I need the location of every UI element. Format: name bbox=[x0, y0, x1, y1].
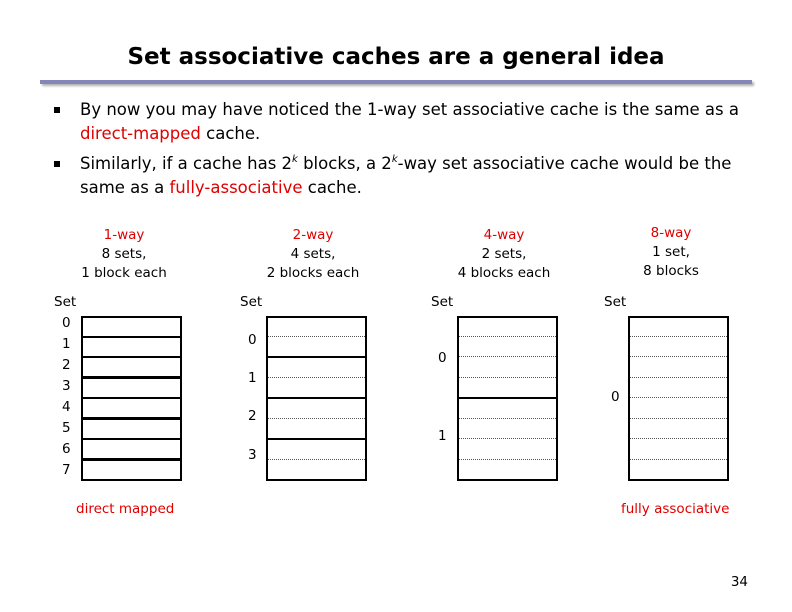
caption-sets: 2 sets, bbox=[481, 246, 527, 262]
block-divider bbox=[268, 459, 365, 460]
bullet-2-highlight: fully-associative bbox=[169, 178, 303, 197]
set-divider bbox=[268, 438, 365, 440]
block-divider bbox=[630, 356, 727, 357]
bullet-2-text-b: blocks, a 2 bbox=[297, 154, 392, 173]
cache-block bbox=[81, 377, 182, 399]
cache-block bbox=[81, 316, 182, 338]
set-label: 1 bbox=[62, 336, 71, 352]
caption-2-way bbox=[250, 226, 376, 283]
square-bullet-icon bbox=[54, 107, 60, 113]
caption-blocks: 4 blocks each bbox=[457, 265, 551, 281]
set-label: 1 bbox=[438, 428, 447, 444]
cache-2-way bbox=[266, 316, 367, 481]
set-header-8-way: Set bbox=[604, 294, 627, 310]
caption-way-label: 4-way bbox=[483, 227, 525, 243]
bullet-2-superscript-2: k bbox=[391, 154, 398, 165]
cache-block bbox=[81, 418, 182, 440]
set-label: 4 bbox=[62, 399, 71, 415]
set-label: 7 bbox=[62, 462, 71, 478]
set-divider bbox=[268, 397, 365, 399]
block-divider bbox=[630, 438, 727, 439]
cache-block bbox=[81, 459, 182, 481]
block-divider bbox=[459, 438, 556, 439]
caption-way-label: 8-way bbox=[650, 225, 692, 241]
block-divider bbox=[268, 377, 365, 378]
block-divider bbox=[459, 459, 556, 460]
set-label: 0 bbox=[611, 389, 620, 405]
cache-block bbox=[81, 336, 182, 358]
bullet-text-1 bbox=[80, 98, 760, 146]
block-divider bbox=[268, 418, 365, 419]
set-header-4-way: Set bbox=[431, 294, 454, 310]
caption-1-way bbox=[64, 226, 184, 283]
set-header-1-way: Set bbox=[54, 294, 77, 310]
caption-way-label: 2-way bbox=[292, 227, 334, 243]
caption-way-label: 1-way bbox=[103, 227, 145, 243]
set-divider bbox=[459, 397, 556, 399]
set-label: 5 bbox=[62, 420, 71, 436]
set-label: 3 bbox=[248, 447, 257, 463]
caption-blocks: 1 block each bbox=[81, 265, 167, 281]
set-label: 3 bbox=[62, 378, 71, 394]
set-label: 2 bbox=[62, 357, 71, 373]
bullet-1-text-a: By now you may have noticed the 1-way set associative cache is the same as a bbox=[80, 100, 739, 119]
label-direct-mapped: direct mapped bbox=[76, 501, 175, 517]
square-bullet-icon bbox=[54, 161, 60, 167]
bullet-2-text-a: Similarly, if a cache has 2 bbox=[80, 154, 293, 173]
block-divider bbox=[459, 356, 556, 357]
block-divider bbox=[630, 377, 727, 378]
label-fully-associative: fully associative bbox=[621, 501, 730, 517]
block-divider bbox=[268, 336, 365, 337]
block-divider bbox=[630, 397, 727, 398]
set-divider bbox=[268, 356, 365, 358]
cache-4-way bbox=[457, 316, 558, 481]
block-divider bbox=[630, 418, 727, 419]
title-divider bbox=[40, 80, 752, 84]
slide-title: Set associative caches are a general idea bbox=[127, 44, 665, 70]
cache-block bbox=[81, 356, 182, 378]
caption-sets: 4 sets, bbox=[290, 246, 336, 262]
caption-blocks: 8 blocks bbox=[643, 263, 699, 279]
cache-8-way bbox=[628, 316, 729, 481]
set-header-2-way: Set bbox=[240, 294, 263, 310]
caption-4-way bbox=[441, 226, 567, 283]
block-divider bbox=[630, 336, 727, 337]
block-divider bbox=[459, 377, 556, 378]
bullet-1-text-b: cache. bbox=[200, 124, 261, 143]
caption-sets: 8 sets, bbox=[101, 246, 147, 262]
cache-block bbox=[81, 438, 182, 460]
set-label: 1 bbox=[248, 370, 257, 386]
set-label: 6 bbox=[62, 441, 71, 457]
cache-block bbox=[81, 397, 182, 419]
page-number: 34 bbox=[730, 574, 748, 590]
bullet-2-text-d: cache. bbox=[302, 178, 362, 197]
set-label: 2 bbox=[248, 408, 257, 424]
block-divider bbox=[630, 459, 727, 460]
block-divider bbox=[459, 336, 556, 337]
caption-sets: 1 set, bbox=[652, 244, 690, 260]
set-label: 0 bbox=[248, 332, 257, 348]
bullet-2-text-c: -way set associative cache would be the same as a bbox=[80, 154, 732, 197]
caption-blocks: 2 blocks each bbox=[266, 265, 360, 281]
set-label: 0 bbox=[62, 315, 71, 331]
set-label: 0 bbox=[438, 350, 447, 366]
block-divider bbox=[459, 418, 556, 419]
bullet-text-2 bbox=[80, 152, 760, 200]
bullet-2-superscript-1: k bbox=[292, 154, 298, 165]
caption-8-way bbox=[616, 224, 726, 281]
bullet-1-highlight: direct-mapped bbox=[80, 124, 201, 143]
